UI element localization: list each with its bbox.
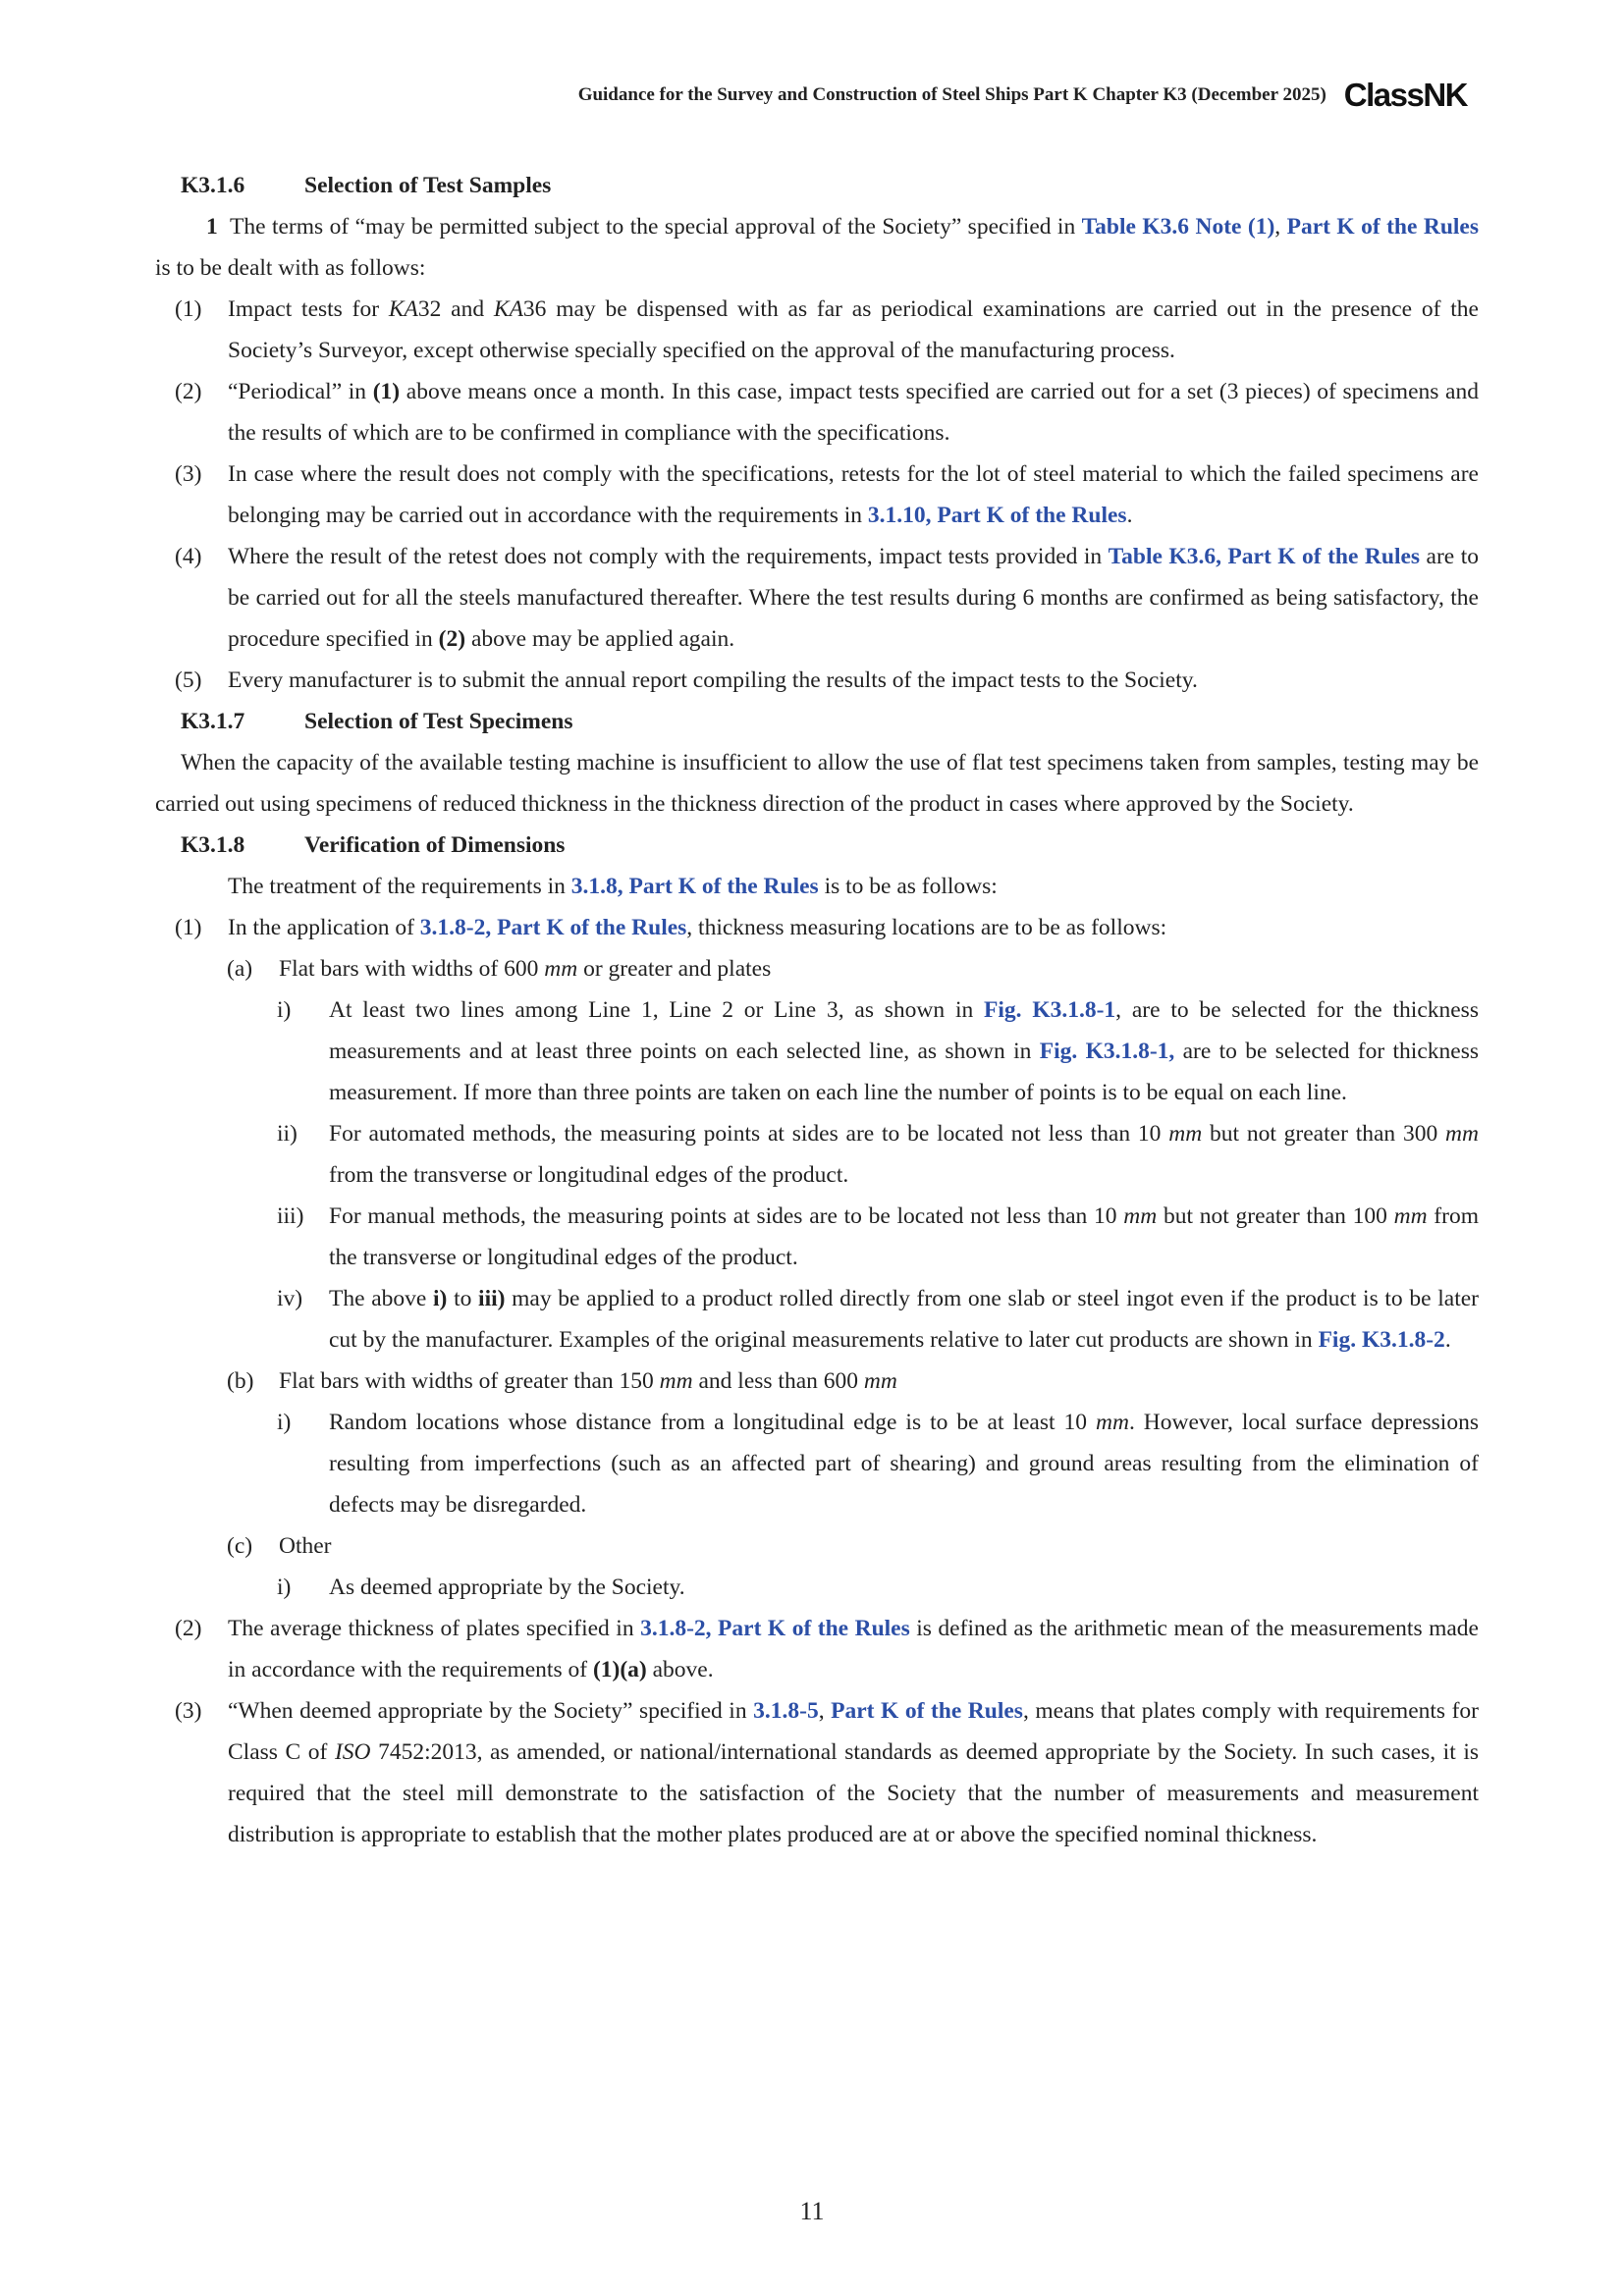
link-3-1-8[interactable]: 3.1.8, Part K of the Rules [570,874,819,899]
item-label: (1) [175,296,202,322]
text: When the capacity of the available testing machine is insufficient to allow the use of flat test specimens taken from samples, testing may be carried out using specimens of reduced thickness in the thickness direction of the product in cases where approved by the Society. [155,750,1479,817]
text: Other [279,1533,332,1559]
list-item-2 [155,371,1479,454]
text: above. [646,1657,714,1682]
text: is defined as the arithmetic mean of the measurements made in accordance with the requirements of [228,1616,1479,1682]
bold-text: iii) [478,1286,506,1311]
subsublist-item-a-ii [155,1113,1479,1196]
page-header [578,77,1467,114]
text: from the transverse or longitudinal edges of the product. [329,1162,849,1188]
section-heading-k3-1-6 [181,165,1479,206]
paragraph-k3-1-7 [155,742,1479,825]
italic-text: KA [493,296,523,322]
item-label: iv) [277,1286,303,1311]
text: but not greater than 300 [1202,1121,1446,1147]
text: above means once a month. In this case, impact tests specified are carried out for a set (3 pieces) of specimens and the results of which are to be confirmed in compliance with the specifications. [228,379,1479,446]
text: Flat bars with widths of greater than 150 [279,1368,660,1394]
item-label: (5) [175,667,202,693]
unit-text: mm [1445,1121,1479,1147]
list-item-2 [155,1608,1479,1690]
bold-text: (2) [438,626,466,652]
text: The treatment of the requirements in [228,874,571,899]
section-title: Selection of Test Specimens [304,709,573,734]
text: , means that plates comply with requirements for Class C of [228,1698,1480,1765]
text: , [818,1698,832,1724]
list-item-1 [155,907,1479,948]
bold-text: (1)(a) [592,1657,647,1682]
text: In the application of [228,915,420,940]
text: may be applied to a product rolled directly from one slab or steel ingot even if the product is to be later cut by the manufacturer. Examples of the original measurements relative to later cut products are shown in [329,1286,1479,1353]
link-3-1-8-5[interactable]: 3.1.8-5 [753,1698,819,1724]
section-heading-k3-1-7 [181,701,1479,742]
unit-text: mm [659,1368,693,1394]
list-item-3 [155,454,1479,536]
text: 32 and [417,296,494,322]
text: to [447,1286,479,1311]
text: “Periodical” in [228,379,373,404]
text: For manual methods, the measuring points at sides are to be located not less than 10 [329,1203,1124,1229]
text: “When deemed appropriate by the Society” specified in [228,1698,754,1724]
link-part-k-rules[interactable]: Part K of the Rules [831,1698,1023,1724]
section-number: K3.1.6 [181,173,245,198]
classnk-logo: ClassNK [1343,77,1467,113]
unit-text: mm [1168,1121,1203,1147]
subsublist-item-b-i [155,1402,1479,1525]
item-label: ii) [277,1121,298,1147]
text: above may be applied again. [465,626,735,652]
text: For automated methods, the measuring points at sides are to be located not less than 10 [329,1121,1169,1147]
paragraph-number: 1 [206,214,218,240]
item-label: (c) [227,1533,253,1559]
section-number: K3.1.8 [181,832,245,858]
link-3-1-8-2[interactable]: 3.1.8-2, Part K of the Rules [640,1616,910,1641]
sublist-item-a [155,948,1479,989]
paragraph-1 [155,206,1479,289]
text: or greater and plates [577,956,772,982]
subsublist-item-a-iii [155,1196,1479,1278]
text: As deemed appropriate by the Society. [329,1575,685,1600]
italic-text: ISO [334,1739,371,1765]
text: is to be dealt with as follows: [155,255,426,281]
text: are to be carried out for all the steels manufactured thereafter. Where the test results during 6 months are confirmed as being satisfactory, the procedure specified in [228,544,1479,652]
text: Where the result of the retest does not comply with the requirements, impact tests provided in [228,544,1109,569]
sublist-item-b [155,1361,1479,1402]
text: , are to be selected for the thickness measurements and at least three points on each selected line, as shown in [329,997,1479,1064]
list-item-3 [155,1690,1479,1855]
unit-text: mm [1393,1203,1428,1229]
section-number: K3.1.7 [181,709,245,734]
link-fig-k3-1-8-1[interactable]: Fig. K3.1.8-1 [984,997,1116,1023]
link-part-k-rules[interactable]: Part K of the Rules [1286,214,1480,240]
text: 7452:2013, as amended, or national/international standards as deemed appropriate by the Society. In such cases, it is required that the steel mill demonstrate to the satisfaction of the Society that the number of measurements and measurement distribution is appropriate to establish that the mother plates produced are at or above the specified nominal thickness. [228,1739,1479,1847]
text: , [1274,214,1287,240]
italic-text: KA [388,296,418,322]
text: . However, local surface depressions resulting from imperfections (such as an affected part of shearing) and ground areas resulting from the elimination of defects may be disregarded. [329,1410,1479,1518]
text: 36 may be dispensed with as far as periodical examinations are carried out in the presence of the Society’s Surveyor, except otherwise specially specified on the approval of the manufacturing process. [228,296,1479,363]
item-label: i) [277,997,292,1023]
text: At least two lines among Line 1, Line 2 or Line 3, as shown in [329,997,985,1023]
text: . [1126,503,1133,528]
subsublist-item-a-i [155,989,1479,1113]
text: The terms of “may be permitted subject to the special approval of the Society” specified in [230,214,1082,240]
header-title: Guidance for the Survey and Construction of Steel Ships Part K Chapter K3 (December 2025) [577,84,1326,105]
unit-text: mm [1123,1203,1158,1229]
item-label: (b) [227,1368,254,1394]
item-label: i) [277,1410,292,1435]
list-item-4 [155,536,1479,660]
document-body [155,165,1479,1855]
text: Random locations whose distance from a longitudinal edge is to be at least 10 [329,1410,1096,1435]
paragraph-k3-1-8-intro [155,866,1479,907]
link-table-k3-6[interactable]: Table K3.6, Part K of the Rules [1108,544,1421,569]
subsublist-item-a-iv [155,1278,1479,1361]
item-label: i) [277,1575,292,1600]
link-fig-k3-1-8-1[interactable]: Fig. K3.1.8-1, [1039,1039,1175,1064]
item-label: (a) [227,956,253,982]
text: The average thickness of plates specified in [228,1616,641,1641]
text: and less than 600 [692,1368,864,1394]
link-3-1-8-2[interactable]: 3.1.8-2, Part K of the Rules [419,915,687,940]
text: , thickness measuring locations are to be as follows: [686,915,1167,940]
item-label: iii) [277,1203,304,1229]
section-heading-k3-1-8 [181,825,1479,866]
text: Impact tests for [228,296,389,322]
item-label: (4) [175,544,202,569]
page-number: 11 [799,2197,825,2225]
text: from the transverse or longitudinal edges of the product. [329,1203,1479,1270]
text: are to be selected for thickness measurement. If more than three points are taken on each line the number of points is to be equal on each line. [329,1039,1479,1105]
text: Every manufacturer is to submit the annual report compiling the results of the impact tests to the Society. [228,667,1198,693]
item-label: (2) [175,379,202,404]
sublist-item-c [155,1525,1479,1567]
text: . [1444,1327,1451,1353]
item-label: (3) [175,461,202,487]
unit-text: mm [863,1368,897,1394]
section-title: Selection of Test Samples [304,173,552,198]
text: In case where the result does not comply with the specifications, retests for the lot of steel material to which the failed specimens are belonging may be carried out in accordance with the requirements in [228,461,1479,528]
item-label: (1) [175,915,202,940]
link-fig-k3-1-8-2[interactable]: Fig. K3.1.8-2 [1318,1327,1445,1353]
bold-text: (1) [372,379,401,404]
item-label: (3) [175,1698,202,1724]
subsublist-item-c-i [155,1567,1479,1608]
list-item-5 [155,660,1479,701]
unit-text: mm [1096,1410,1129,1435]
text: is to be as follows: [818,874,998,899]
link-table-k3-6-note[interactable]: Table K3.6 Note (1) [1081,214,1275,240]
link-3-1-10[interactable]: 3.1.10, Part K of the Rules [867,503,1127,528]
bold-text: i) [433,1286,448,1311]
text: Flat bars with widths of 600 [279,956,545,982]
list-item-1 [155,289,1479,371]
item-label: (2) [175,1616,202,1641]
unit-text: mm [544,956,578,982]
text: The above [329,1286,434,1311]
text: but not greater than 100 [1157,1203,1394,1229]
section-title: Verification of Dimensions [304,832,566,858]
